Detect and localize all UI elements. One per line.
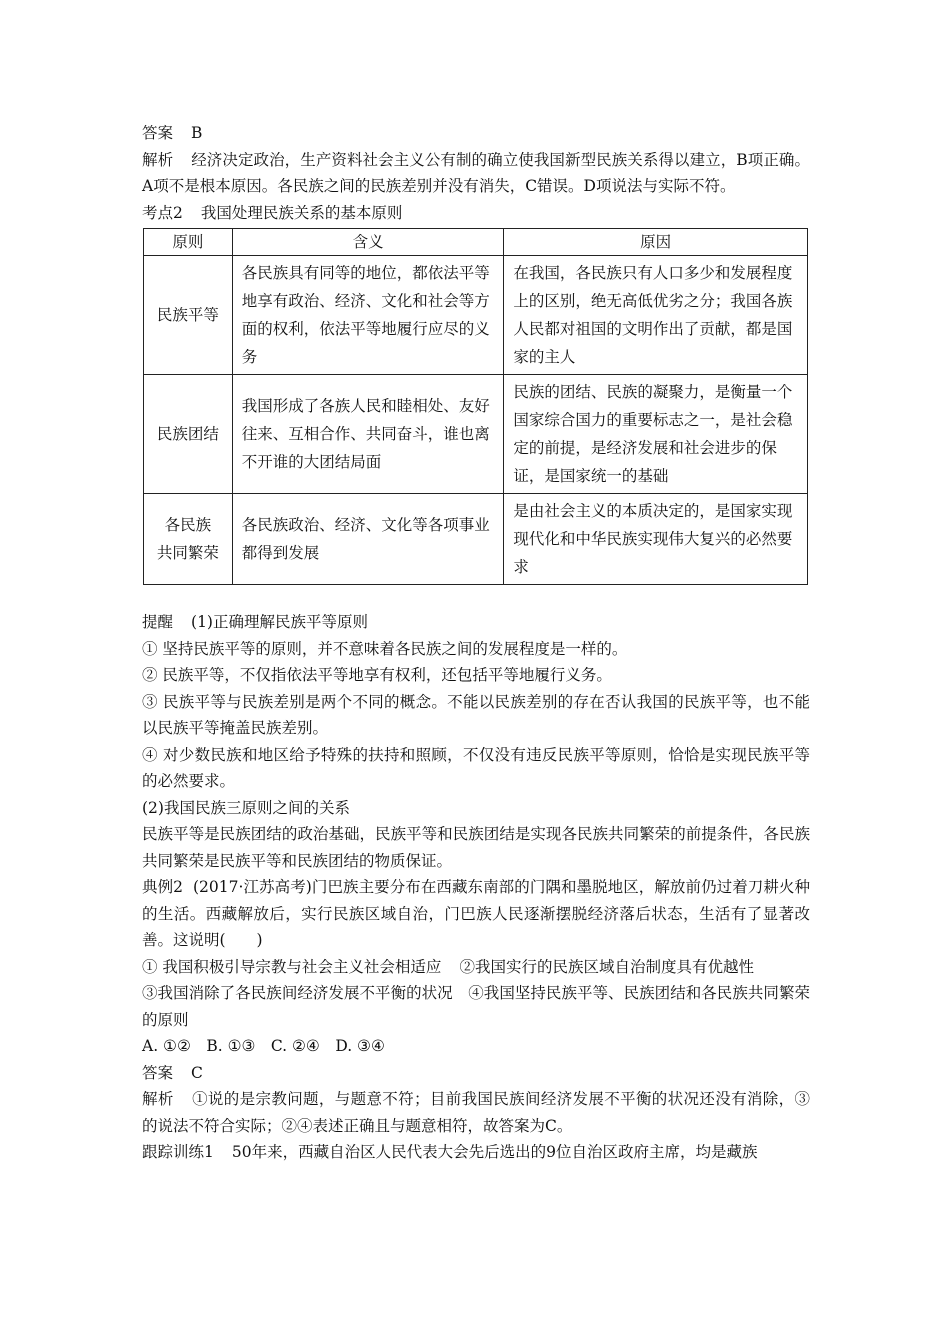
header-meaning: 含义 [232,229,504,256]
example-choices: A. ①② B. ①③ C. ②④ D. ③④ [142,1037,385,1055]
header-principle: 原则 [144,229,233,256]
reminder-item-2: ② 民族平等，不仅指依法平等地享有权利，还包括平等地履行义务。 [142,666,612,684]
example-options-34: ③我国消除了各民族间经济发展不平衡的状况 ④我国坚持民族平等、民族团结和各民族共同繁荣的原则 [142,984,810,1029]
reminder-label: 提醒 [142,613,174,631]
answer-label: 答案 [142,124,174,142]
principle-line-1: 各民族 [164,516,212,534]
analysis-label: 解析 [142,150,174,169]
example-answer-line [142,1060,810,1087]
followup-label: 跟踪训练1 [142,1143,214,1161]
reminder-sub2-title: (2)我国民族三原则之间的关系 [142,798,350,817]
reason-cell: 是由社会主义的本质决定的，是国家实现现代化和中华民族实现伟大复兴的必然要求 [504,494,808,585]
example-options-line-1 [142,954,810,981]
answer-value: B [191,124,203,142]
principle-cell: 民族平等 [144,256,233,375]
example-stem [142,874,810,954]
principle-cell: 民族团结 [144,375,233,494]
table-row [144,256,808,375]
table-header-row [144,229,808,256]
followup-text: 50年来，西藏自治区人民代表大会先后选出的9位自治区政府主席，均是藏族 [231,1143,758,1161]
section-title: 我国处理民族关系的基本原则 [200,203,403,222]
reminder-heading [142,609,810,636]
example-analysis-text: ①说的是宗教问题，与题意不符；目前我国民族间经济发展不平衡的状况还没有消除，③的说法不符合实际；②④表述正确且与题意相符，故答案为C。 [142,1090,810,1135]
answer-line [142,120,810,147]
example-analysis-label: 解析 [142,1090,174,1108]
analysis-paragraph [142,147,810,200]
header-reason: 原因 [504,229,808,256]
example-answer-value: C [191,1063,203,1082]
document-page [142,120,810,1166]
principles-table [143,228,808,585]
reminder-item-4: ④ 对少数民族和地区给予特殊的扶持和照顾，不仅没有违反民族平等原则，恰恰是实现民族平等的必然要求。 [142,745,810,790]
reason-cell: 民族的团结、民族的凝聚力，是衡量一个国家综合国力的重要标志之一，是社会稳定的前提，是经济发展和社会进步的保证，是国家统一的基础 [504,375,808,494]
meaning-cell: 各民族政治、经济、文化等各项事业都得到发展 [232,494,504,585]
reminder-sub1-title: (1)正确理解民族平等原则 [191,613,368,631]
example-label: 典例2 [142,878,183,896]
option-2: ②我国实行的民族区域自治制度具有优越性 [459,957,754,976]
reminder-item-3: ③ 民族平等与民族差别是两个不同的概念。不能以民族差别的存在否认我国的民族平等，也不能以民族平等掩盖民族差别。 [142,692,810,737]
analysis-text: 经济决定政治，生产资料社会主义公有制的确立使我国新型民族关系得以建立，B项正确。A项不是根本原因。各民族之间的民族差别并没有消失，C错误。D项说法与实际不符。 [142,150,810,195]
option-1: ① 我国积极引导宗教与社会主义社会相适应 [142,957,442,976]
reason-cell: 在我国，各民族只有人口多少和发展程度上的区别，绝无高低优劣之分；我国各族人民都对祖国的文明作出了贡献，都是国家的主人 [504,256,808,375]
followup-line [142,1139,810,1166]
section-label: 考点2 [142,203,183,222]
principle-cell [144,494,233,585]
reminder-sub2-text: 民族平等是民族团结的政治基础，民族平等和民族团结是实现各民族共同繁荣的前提条件，各民族共同繁荣是民族平等和民族团结的物质保证。 [142,825,810,870]
example-stem-text: (2017·江苏高考)门巴族主要分布在西藏东南部的门隅和墨脱地区，解放前仍过着刀耕火种的生活。西藏解放后，实行民族区域自治，门巴族人民逐渐摆脱经济落后状态，生活有了显著改善。这说明( ) [142,878,810,949]
table-row [144,375,808,494]
meaning-cell: 我国形成了各族人民和睦相处、友好往来、互相合作、共同奋斗，谁也离不开谁的大团结局面 [232,375,504,494]
table-row [144,494,808,585]
meaning-cell: 各民族具有同等的地位，都依法平等地享有政治、经济、文化和社会等方面的权利，依法平等地履行应尽的义务 [232,256,504,375]
reminder-item-1: ① 坚持民族平等的原则，并不意味着各民族之间的发展程度是一样的。 [142,639,628,658]
example-answer-label: 答案 [142,1063,174,1082]
example-analysis [142,1086,810,1139]
principle-line-2: 共同繁荣 [156,544,219,562]
section-heading [142,200,810,227]
